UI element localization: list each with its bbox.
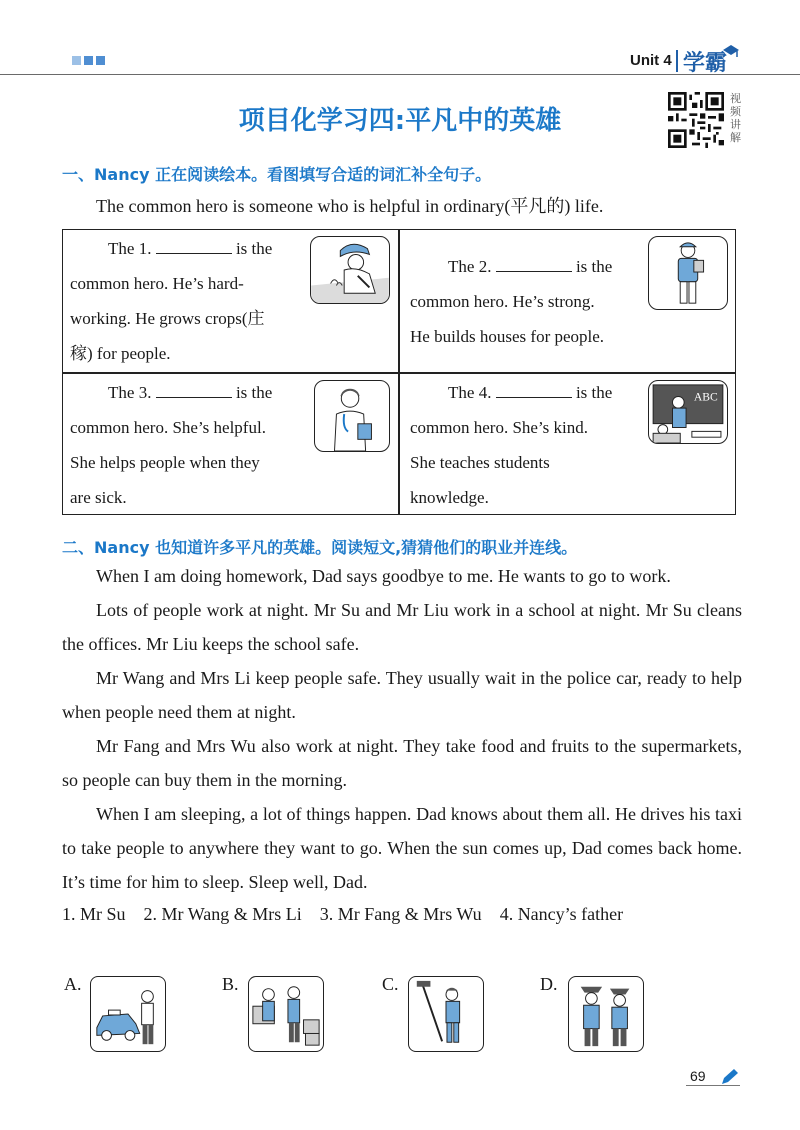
answer-blank-4[interactable] [496, 377, 572, 398]
option-d-police-officers-picture[interactable] [568, 976, 644, 1052]
pencil-icon [720, 1068, 740, 1086]
teacher-picture [648, 380, 728, 444]
section1-intro: The common hero is someone who is helpful in ordinary(平凡的) life. [96, 196, 604, 216]
section1-heading: 一、Nancy 正在阅读绘本。看图填写合适的词汇补全句子。 [62, 165, 492, 184]
answer-blank-1[interactable] [156, 233, 232, 254]
section2-heading: 二、Nancy 也知道许多平凡的英雄。阅读短文,猜猜他们的职业并连线。 [62, 538, 578, 557]
graduation-cap-icon [722, 44, 740, 58]
brand-logo: 学霸 [683, 50, 728, 75]
match-item[interactable]: 2. Mr Wang & Mrs Li [143, 904, 302, 924]
answer-blank-3[interactable] [156, 377, 232, 398]
builder-picture [648, 236, 728, 310]
header-separator [676, 50, 678, 72]
match-item[interactable]: 1. Mr Su [62, 904, 126, 924]
option-label-a: A. [64, 974, 82, 994]
reading-passage: When I am doing homework, Dad says goodbye to me. He wants to go to work. Lots of people work at night. Mr Su and Mr Liu work in a school at night. Mr Su cleans the offices. Mr Liu keeps the school safe. Mr Wang and Mrs Li keep people safe. They usually wait in the police car, ready to help when people need them at night. Mr Fang and Mrs Wu also work at night. They take food and fruits to the supermarkets, so people can buy them in the morning. When I am sleeping, a lot of things happen. Dad knows about them all. He drives his taxi to take people to anywhere they want to go. When the sun comes up, Dad comes back home. It’s time for him to sleep. Sleep well, Dad. [62, 566, 742, 892]
option-label-b: B. [222, 974, 239, 994]
unit-label: Unit 4 [630, 52, 672, 69]
page-number: 69 [690, 1068, 706, 1084]
table-divider [62, 372, 736, 374]
table-cell-4: The 4. is the common hero. She’s kind. She teaches students knowledge. [410, 375, 650, 515]
match-items [62, 904, 623, 925]
table-cell-1: The 1. is the common hero. He’s hard- working. He grows crops(庄 稼) for people. [70, 231, 395, 371]
option-a-taxi-driver-picture[interactable] [90, 976, 166, 1052]
option-c-cleaner-picture[interactable] [408, 976, 484, 1052]
page-title: 项目化学习四:平凡中的英雄 [238, 106, 562, 136]
doctor-picture [314, 380, 390, 452]
table-cell-2: The 2. is the common hero. He’s strong. He builds houses for people. [410, 249, 650, 354]
answer-blank-2[interactable] [496, 251, 572, 272]
option-b-delivery-workers-picture[interactable] [248, 976, 324, 1052]
match-item[interactable]: 4. Nancy’s father [499, 904, 624, 924]
option-label-c: C. [382, 974, 399, 994]
board-text: ABC [693, 390, 718, 404]
video-explain-label: 视 频 讲 解 [730, 92, 741, 144]
match-item[interactable]: 3. Mr Fang & Mrs Wu [319, 904, 482, 924]
header-rule [0, 74, 800, 75]
header-decoration [72, 56, 105, 65]
option-label-d: D. [540, 974, 558, 994]
farmer-picture [310, 236, 390, 304]
table-cell-3: The 3. is the common hero. She’s helpful. She helps people when they are sick. [70, 375, 310, 515]
